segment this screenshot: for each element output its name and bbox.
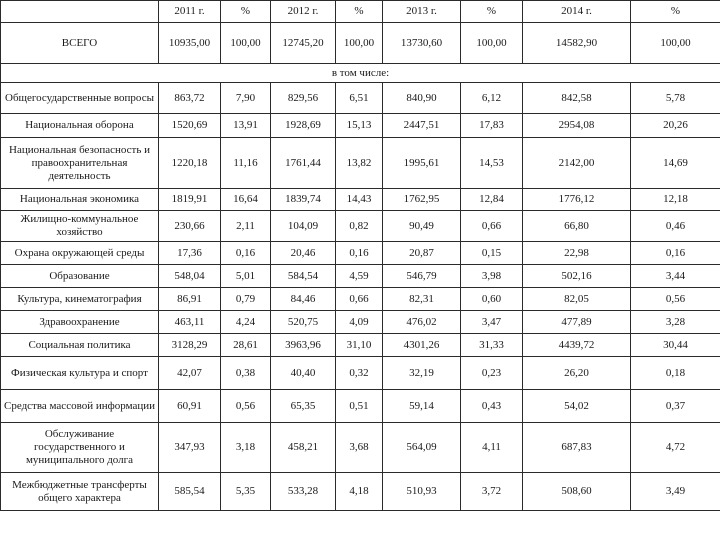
value-cell: 4301,26: [383, 334, 461, 357]
value-cell: 100,00: [631, 23, 720, 64]
table-row: [1, 114, 720, 138]
value-cell: 10935,00: [159, 23, 221, 64]
value-cell: 829,56: [271, 83, 336, 114]
table-row: [1, 423, 720, 473]
value-cell: 5,35: [221, 473, 271, 511]
value-cell: 26,20: [523, 357, 631, 390]
row-label: Обслуживание государственного и муниципального долга: [1, 423, 159, 473]
value-cell: 564,09: [383, 423, 461, 473]
value-cell: 20,26: [631, 114, 720, 138]
value-cell: 1776,12: [523, 189, 631, 211]
value-cell: 0,46: [631, 211, 720, 242]
header-cell: %: [461, 1, 523, 23]
value-cell: 2142,00: [523, 138, 631, 189]
value-cell: 4,24: [221, 311, 271, 334]
value-cell: 687,83: [523, 423, 631, 473]
header-cell: 2014 г.: [523, 1, 631, 23]
value-cell: 32,19: [383, 357, 461, 390]
value-cell: 3128,29: [159, 334, 221, 357]
row-label: Охрана окружающей среды: [1, 242, 159, 265]
value-cell: 3,49: [631, 473, 720, 511]
value-cell: 14582,90: [523, 23, 631, 64]
value-cell: 13,91: [221, 114, 271, 138]
subheader-label: в том числе:: [1, 64, 720, 83]
value-cell: 17,36: [159, 242, 221, 265]
value-cell: 584,54: [271, 265, 336, 288]
value-cell: 104,09: [271, 211, 336, 242]
value-cell: 3963,96: [271, 334, 336, 357]
value-cell: 0,38: [221, 357, 271, 390]
value-cell: 3,44: [631, 265, 720, 288]
value-cell: 3,47: [461, 311, 523, 334]
value-cell: 0,16: [221, 242, 271, 265]
value-cell: 546,79: [383, 265, 461, 288]
value-cell: 4,18: [336, 473, 383, 511]
header-cell: 2011 г.: [159, 1, 221, 23]
value-cell: 0,51: [336, 390, 383, 423]
value-cell: 508,60: [523, 473, 631, 511]
value-cell: 4,59: [336, 265, 383, 288]
value-cell: 0,66: [336, 288, 383, 311]
value-cell: 0,66: [461, 211, 523, 242]
value-cell: 84,46: [271, 288, 336, 311]
value-cell: 840,90: [383, 83, 461, 114]
value-cell: 15,13: [336, 114, 383, 138]
table-row: [1, 288, 720, 311]
value-cell: 3,72: [461, 473, 523, 511]
value-cell: 13,82: [336, 138, 383, 189]
header-row: [1, 1, 720, 23]
value-cell: 12,18: [631, 189, 720, 211]
value-cell: 0,56: [221, 390, 271, 423]
header-cell: 2013 г.: [383, 1, 461, 23]
value-cell: 4439,72: [523, 334, 631, 357]
value-cell: 548,04: [159, 265, 221, 288]
value-cell: 0,37: [631, 390, 720, 423]
row-label: Образование: [1, 265, 159, 288]
table-row: [1, 189, 720, 211]
value-cell: 1520,69: [159, 114, 221, 138]
header-cell: 2012 г.: [271, 1, 336, 23]
row-label: Средства массовой информации: [1, 390, 159, 423]
value-cell: 2447,51: [383, 114, 461, 138]
value-cell: 65,35: [271, 390, 336, 423]
row-label: Национальная безопасность и правоохранительная деятельность: [1, 138, 159, 189]
row-label: Общегосударственные вопросы: [1, 83, 159, 114]
table-row: [1, 311, 720, 334]
table-row: [1, 265, 720, 288]
header-cell: [1, 1, 159, 23]
value-cell: 60,91: [159, 390, 221, 423]
table-row: [1, 242, 720, 265]
row-label: Здравоохранение: [1, 311, 159, 334]
value-cell: 4,72: [631, 423, 720, 473]
table-row: [1, 138, 720, 189]
value-cell: 585,54: [159, 473, 221, 511]
row-label: Физическая культура и спорт: [1, 357, 159, 390]
value-cell: 3,28: [631, 311, 720, 334]
value-cell: 100,00: [461, 23, 523, 64]
value-cell: 3,18: [221, 423, 271, 473]
value-cell: 510,93: [383, 473, 461, 511]
value-cell: 477,89: [523, 311, 631, 334]
value-cell: 1819,91: [159, 189, 221, 211]
value-cell: 463,11: [159, 311, 221, 334]
value-cell: 7,90: [221, 83, 271, 114]
table-row: [1, 390, 720, 423]
value-cell: 100,00: [221, 23, 271, 64]
value-cell: 0,15: [461, 242, 523, 265]
header-cell: %: [221, 1, 271, 23]
value-cell: 0,82: [336, 211, 383, 242]
row-label: Межбюджетные трансферты общего характера: [1, 473, 159, 511]
value-cell: 82,05: [523, 288, 631, 311]
value-cell: 86,91: [159, 288, 221, 311]
value-cell: 4,11: [461, 423, 523, 473]
row-label: Социальная политика: [1, 334, 159, 357]
table-row: [1, 334, 720, 357]
value-cell: 502,16: [523, 265, 631, 288]
value-cell: 14,53: [461, 138, 523, 189]
value-cell: 476,02: [383, 311, 461, 334]
value-cell: 0,43: [461, 390, 523, 423]
value-cell: 458,21: [271, 423, 336, 473]
value-cell: 14,43: [336, 189, 383, 211]
header-cell: %: [336, 1, 383, 23]
value-cell: 1761,44: [271, 138, 336, 189]
value-cell: 30,44: [631, 334, 720, 357]
value-cell: 3,98: [461, 265, 523, 288]
value-cell: 16,64: [221, 189, 271, 211]
value-cell: 22,98: [523, 242, 631, 265]
value-cell: 3,68: [336, 423, 383, 473]
value-cell: 533,28: [271, 473, 336, 511]
value-cell: 54,02: [523, 390, 631, 423]
value-cell: 14,69: [631, 138, 720, 189]
value-cell: 520,75: [271, 311, 336, 334]
value-cell: 0,60: [461, 288, 523, 311]
value-cell: 20,87: [383, 242, 461, 265]
value-cell: 13730,60: [383, 23, 461, 64]
row-label: Культура, кинематография: [1, 288, 159, 311]
value-cell: 0,56: [631, 288, 720, 311]
value-cell: 0,16: [631, 242, 720, 265]
value-cell: 66,80: [523, 211, 631, 242]
table-row: [1, 211, 720, 242]
value-cell: 230,66: [159, 211, 221, 242]
value-cell: 0,23: [461, 357, 523, 390]
subheader-row: [1, 64, 720, 83]
row-label: Национальная экономика: [1, 189, 159, 211]
value-cell: 0,79: [221, 288, 271, 311]
value-cell: 863,72: [159, 83, 221, 114]
value-cell: 0,18: [631, 357, 720, 390]
value-cell: 42,07: [159, 357, 221, 390]
value-cell: 1220,18: [159, 138, 221, 189]
value-cell: 2,11: [221, 211, 271, 242]
table-row: [1, 357, 720, 390]
value-cell: 12745,20: [271, 23, 336, 64]
value-cell: 5,78: [631, 83, 720, 114]
value-cell: 2954,08: [523, 114, 631, 138]
value-cell: 6,51: [336, 83, 383, 114]
value-cell: 6,12: [461, 83, 523, 114]
row-label: ВСЕГО: [1, 23, 159, 64]
table-row: [1, 83, 720, 114]
total-row: [1, 23, 720, 64]
value-cell: 11,16: [221, 138, 271, 189]
value-cell: 1762,95: [383, 189, 461, 211]
table-row: [1, 473, 720, 511]
value-cell: 31,33: [461, 334, 523, 357]
value-cell: 90,49: [383, 211, 461, 242]
value-cell: 12,84: [461, 189, 523, 211]
row-label: Национальная оборона: [1, 114, 159, 138]
value-cell: 20,46: [271, 242, 336, 265]
row-label: Жилищно-коммунальное хозяйство: [1, 211, 159, 242]
value-cell: 100,00: [336, 23, 383, 64]
value-cell: 0,32: [336, 357, 383, 390]
value-cell: 1995,61: [383, 138, 461, 189]
value-cell: 4,09: [336, 311, 383, 334]
value-cell: 842,58: [523, 83, 631, 114]
value-cell: 1928,69: [271, 114, 336, 138]
value-cell: 40,40: [271, 357, 336, 390]
value-cell: 1839,74: [271, 189, 336, 211]
value-cell: 5,01: [221, 265, 271, 288]
value-cell: 59,14: [383, 390, 461, 423]
value-cell: 17,83: [461, 114, 523, 138]
value-cell: 82,31: [383, 288, 461, 311]
value-cell: 0,16: [336, 242, 383, 265]
value-cell: 347,93: [159, 423, 221, 473]
value-cell: 31,10: [336, 334, 383, 357]
header-cell: %: [631, 1, 720, 23]
value-cell: 28,61: [221, 334, 271, 357]
